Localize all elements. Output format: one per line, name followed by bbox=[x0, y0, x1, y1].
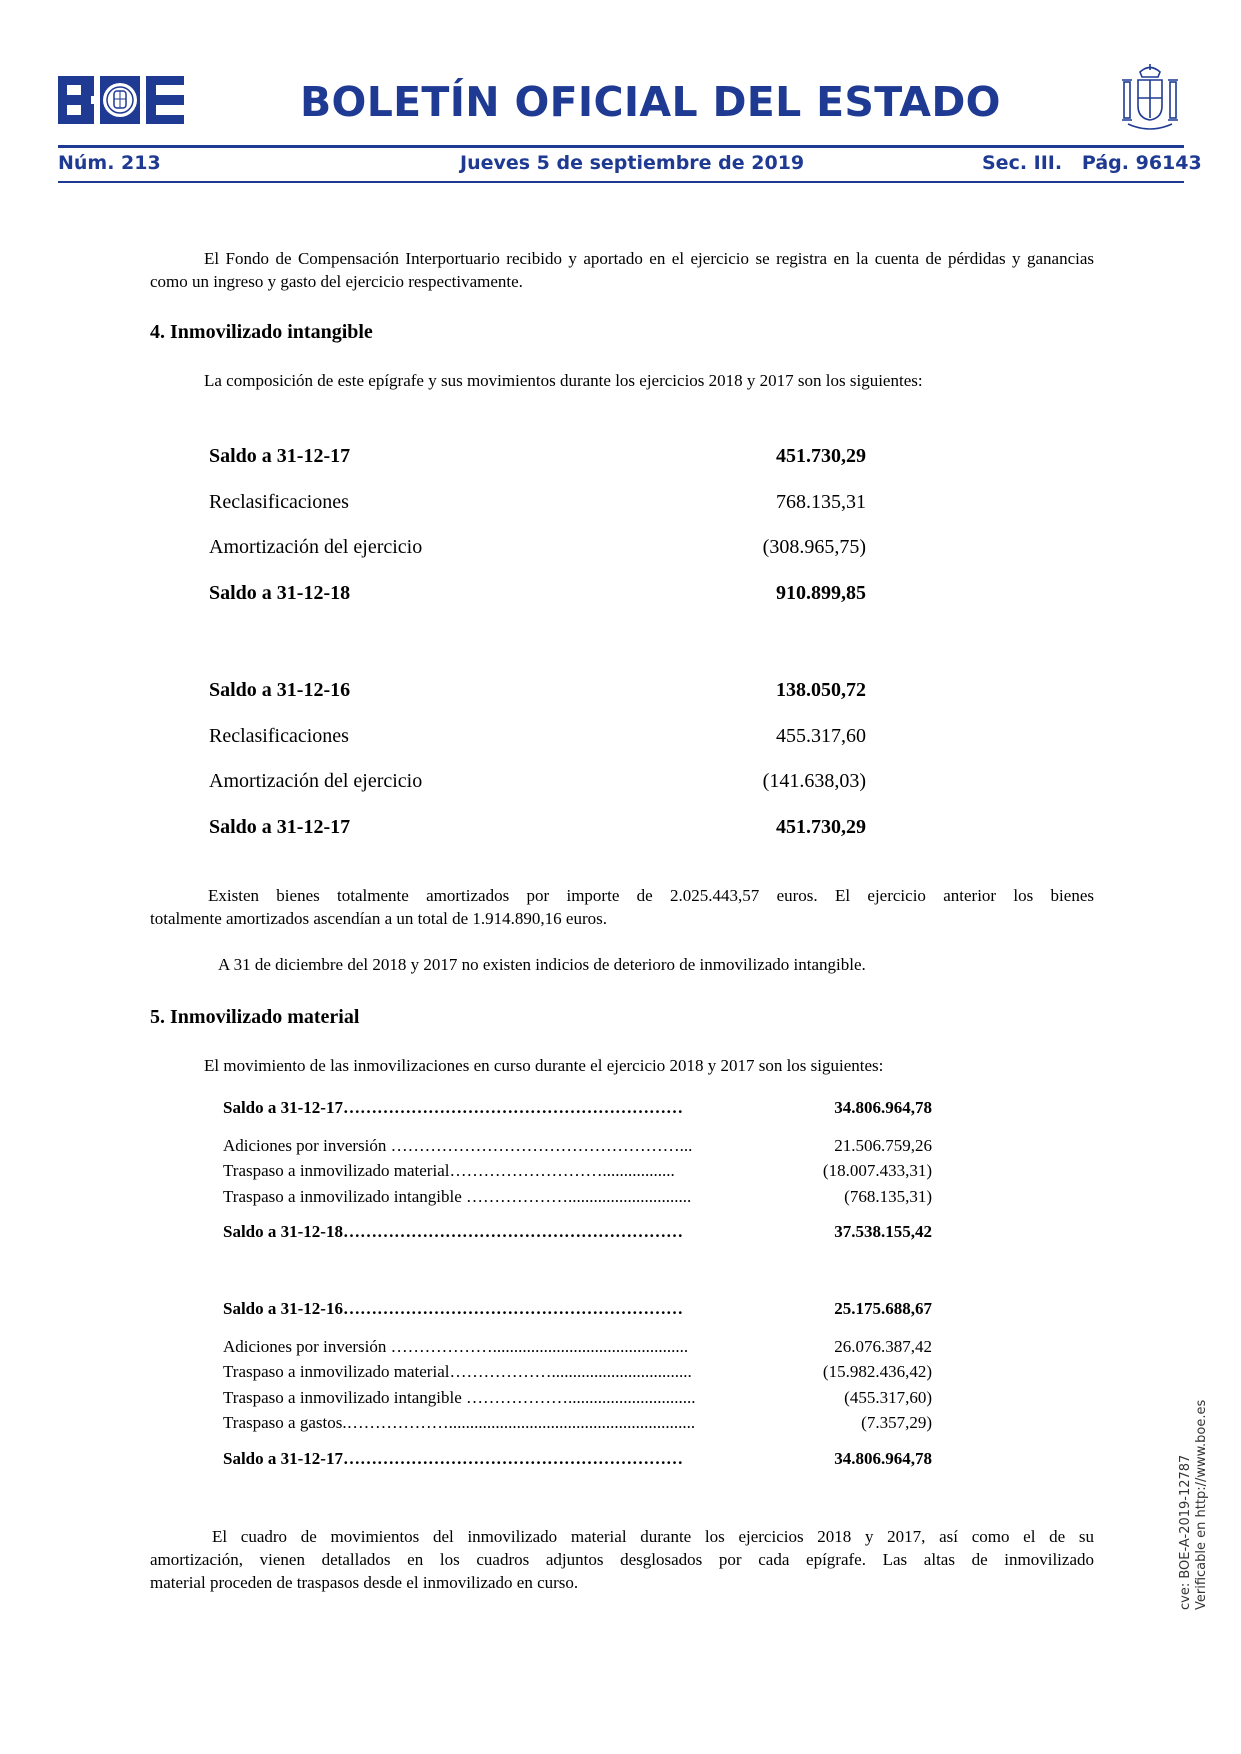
table-row bbox=[0, 1411, 1241, 1435]
section5-heading: 5. Inmovilizado material bbox=[150, 1006, 360, 1028]
table-row bbox=[0, 442, 1241, 470]
row-value: 21.506.759,26 bbox=[834, 1135, 932, 1155]
intro-paragraph: El Fondo de Compensación Interportuario recibido y aportado en el ejercicio se registra en la cuenta de pérdidas y ganancias como un ingreso y gasto del ejercicio respectivamente. bbox=[150, 249, 1094, 291]
page-title: BOLETÍN OFICIAL DEL ESTADO bbox=[300, 78, 1001, 126]
row-label: Saldo a 31-12-17…………………………………………………… bbox=[223, 1448, 683, 1468]
row-label: Saldo a 31-12-18…………………………………………………… bbox=[223, 1222, 683, 1241]
section4-intro: La composición de este epígrafe y sus movimientos durante los ejercicios 2018 y 2017 son los siguientes: bbox=[204, 371, 923, 390]
row-value: 26.076.387,42 bbox=[834, 1336, 932, 1356]
issue-date: Jueves 5 de septiembre de 2019 bbox=[460, 152, 805, 174]
row-value: 455.317,60 bbox=[776, 724, 866, 747]
table-row bbox=[0, 1386, 1241, 1410]
table-row bbox=[0, 1096, 1241, 1120]
row-value: (18.007.433,31) bbox=[822, 1161, 932, 1180]
row-value: 34.806.964,78 bbox=[834, 1098, 932, 1117]
row-value: 451.730,29 bbox=[776, 815, 866, 838]
row-value: (15.982.436,42) bbox=[822, 1362, 932, 1381]
amortizados-line1: Existen bienes totalmente amortizados por importe de 2.025.443,57 euros. El ejercicio anterior los bienes bbox=[208, 886, 1094, 905]
closing-line2: amortización, vienen detallados en los cuadros adjuntos desglosados por cada epígrafe. Las altas de inmovilizado bbox=[150, 1550, 1094, 1569]
section-page: Sec. III. Pág. 96143 bbox=[982, 152, 1202, 174]
table-row bbox=[0, 1335, 1241, 1359]
row-value: 768.135,31 bbox=[776, 490, 866, 513]
cve-code: cve: BOE-A-2019-12787 bbox=[1178, 1454, 1193, 1610]
row-value: (308.965,75) bbox=[762, 536, 866, 558]
table-row bbox=[0, 722, 1241, 750]
table-row bbox=[0, 813, 1241, 841]
table-row bbox=[0, 579, 1241, 607]
row-value: 910.899,85 bbox=[776, 581, 866, 604]
row-label: Saldo a 31-12-16 bbox=[209, 679, 351, 701]
row-value: 37.538.155,42 bbox=[834, 1222, 932, 1241]
issue-number: Núm. 213 bbox=[58, 152, 161, 174]
amortizados-line2: totalmente amortizados ascendían a un total de 1.914.890,16 euros. bbox=[150, 909, 607, 928]
table-row bbox=[0, 488, 1241, 516]
row-value: 138.050,72 bbox=[776, 679, 866, 701]
row-value: (455.317,60) bbox=[844, 1387, 932, 1407]
header-rule-bottom bbox=[58, 181, 1184, 183]
row-label: Saldo a 31-12-16…………………………………………………… bbox=[223, 1299, 683, 1318]
row-value: 25.175.688,67 bbox=[834, 1299, 932, 1318]
row-label: Reclasificaciones bbox=[209, 490, 349, 513]
row-label: Amortización del ejercicio bbox=[209, 770, 423, 792]
table-row bbox=[0, 1134, 1241, 1158]
row-label: Saldo a 31-12-18 bbox=[209, 581, 351, 604]
row-label: Traspaso a inmovilizado intangible ……………….............................. bbox=[223, 1387, 696, 1407]
row-label: Saldo a 31-12-17 bbox=[209, 445, 351, 467]
table-row bbox=[0, 1220, 1241, 1244]
section4-heading: 4. Inmovilizado intangible bbox=[150, 321, 373, 343]
row-label: Traspaso a inmovilizado material………………………................. bbox=[223, 1161, 675, 1180]
table-row bbox=[0, 1297, 1241, 1321]
verification-stamp bbox=[1178, 1400, 1210, 1610]
table-row bbox=[0, 767, 1241, 795]
row-value: 34.806.964,78 bbox=[834, 1448, 932, 1468]
deterioro-paragraph: A 31 de diciembre del 2018 y 2017 no existen indicios de deterioro de inmovilizado intangible. bbox=[218, 955, 866, 974]
row-label: Saldo a 31-12-17 bbox=[209, 815, 351, 838]
row-label: Adiciones por inversión ……………….............................................. bbox=[223, 1336, 689, 1356]
header-rule-top bbox=[58, 145, 1184, 148]
verification-url: Verificable en http://www.boe.es bbox=[1194, 1399, 1209, 1610]
section5-intro: El movimiento de las inmovilizaciones en curso durante el ejercicio 2018 y 2017 son los siguientes: bbox=[204, 1056, 884, 1075]
table-row bbox=[0, 676, 1241, 704]
table-row bbox=[0, 1185, 1241, 1209]
row-value: (141.638,03) bbox=[762, 770, 866, 792]
boe-logo bbox=[58, 76, 184, 124]
table-row bbox=[0, 1360, 1241, 1384]
row-label: Traspaso a inmovilizado intangible ………………............................. bbox=[223, 1186, 692, 1206]
table-row bbox=[0, 533, 1241, 561]
row-label: Saldo a 31-12-17…………………………………………………… bbox=[223, 1098, 683, 1117]
row-label: Reclasificaciones bbox=[209, 724, 349, 747]
coat-of-arms-icon bbox=[1118, 62, 1182, 134]
table-row bbox=[0, 1447, 1241, 1471]
row-value: 451.730,29 bbox=[776, 445, 866, 467]
table-row bbox=[0, 1159, 1241, 1183]
row-value: (768.135,31) bbox=[844, 1186, 932, 1206]
row-value: (7.357,29) bbox=[861, 1413, 932, 1432]
row-label: Amortización del ejercicio bbox=[209, 536, 423, 558]
closing-line3: material proceden de traspasos desde el inmovilizado en curso. bbox=[150, 1573, 579, 1592]
row-label: Traspaso a gastos.……………….......................................................... bbox=[223, 1413, 696, 1432]
row-label: Traspaso a inmovilizado material………………................................. bbox=[223, 1362, 692, 1381]
closing-line1: El cuadro de movimientos del inmovilizado material durante los ejercicios 2018 y 2017, así como el de su bbox=[212, 1527, 1094, 1546]
row-label: Adiciones por inversión ……………………………………………... bbox=[223, 1135, 693, 1155]
